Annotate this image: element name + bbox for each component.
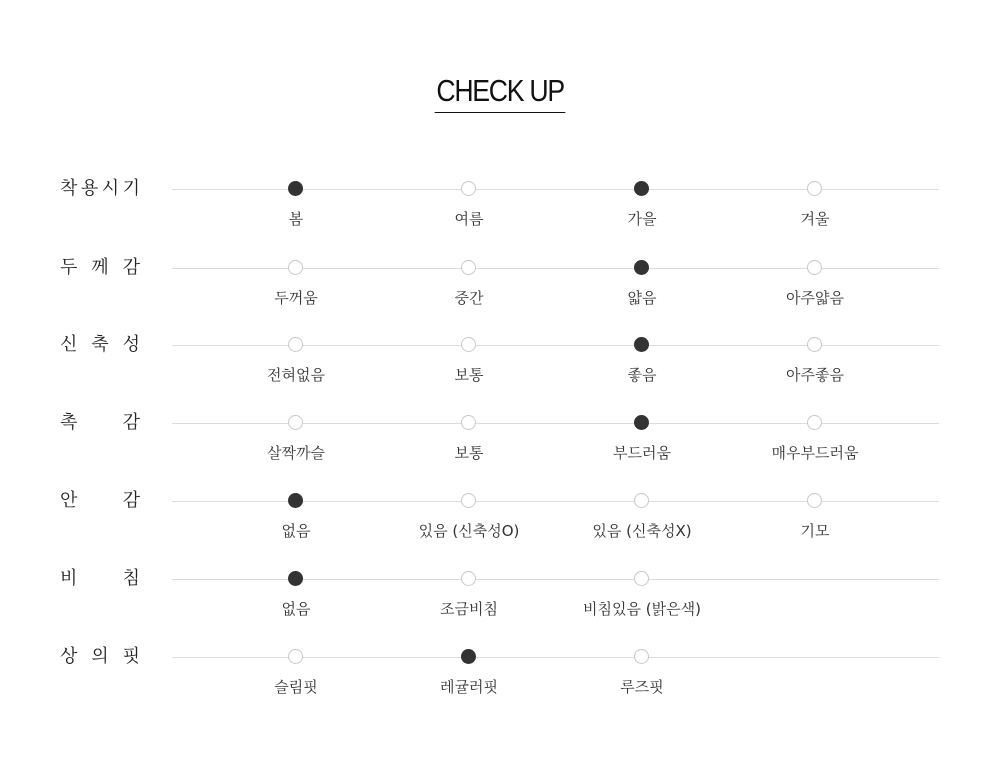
option-label: 루즈핏 [620,678,664,696]
option [725,423,905,483]
row-label [60,489,140,513]
radio-selected[interactable] [634,337,649,352]
row-label-char: 비 [60,568,78,589]
radio-selected[interactable] [634,260,649,275]
radio-unselected[interactable] [461,260,476,275]
radio-unselected[interactable] [634,493,649,508]
option-label: 여름 [454,210,484,228]
checkup-row [0,178,1000,249]
option [552,423,732,483]
radio-unselected[interactable] [461,493,476,508]
option [206,268,386,328]
option [379,423,559,483]
page-title-wrap [0,72,1000,113]
option-label: 없음 [281,600,311,618]
option-label: 두꺼움 [274,289,318,307]
row-label-char: 침 [122,568,140,589]
row-label-char: 감 [122,490,140,511]
option-label: 비침있음 (밝은색) [583,600,701,618]
option [379,345,559,405]
row-label-char: 의 [91,646,109,667]
option-label: 아주좋음 [786,366,844,384]
row-label [60,333,140,357]
option-label: 있음 (신축성X) [592,522,692,540]
radio-selected[interactable] [288,181,303,196]
row-label-char: 안 [60,490,78,511]
option-label: 매우부드러움 [771,444,859,462]
radio-unselected[interactable] [288,415,303,430]
checkup-row [0,334,1000,405]
option-label: 보통 [454,444,484,462]
option [552,501,732,561]
row-label [60,177,140,201]
option-label: 아주얇음 [786,289,844,307]
option-label: 있음 (신축성O) [418,522,520,540]
option-label: 좋음 [627,366,657,384]
radio-unselected[interactable] [807,415,822,430]
radio-unselected[interactable] [461,415,476,430]
row-label-char: 두 [60,257,78,278]
row-label [60,567,140,591]
option [379,579,559,639]
row-label-char: 기 [122,178,140,199]
option [725,189,905,249]
radio-unselected[interactable] [288,260,303,275]
option-label: 보통 [454,366,484,384]
option-label: 봄 [288,210,304,228]
radio-unselected[interactable] [461,337,476,352]
row-label-char: 상 [60,646,78,667]
checkup-row [0,568,1000,639]
checkup-row [0,412,1000,483]
row-label-char: 축 [91,334,109,355]
radio-unselected[interactable] [634,571,649,586]
option-label: 살짝까슬 [267,444,325,462]
option [206,189,386,249]
option [725,345,905,405]
option [725,501,905,561]
radio-unselected[interactable] [288,649,303,664]
row-label-char: 께 [91,257,109,278]
option [552,579,732,639]
radio-unselected[interactable] [461,571,476,586]
option-label: 조금비침 [440,600,498,618]
radio-unselected[interactable] [807,181,822,196]
row-label [60,256,140,280]
radio-selected[interactable] [288,493,303,508]
option-label: 가을 [627,210,657,228]
radio-unselected[interactable] [288,337,303,352]
option [206,501,386,561]
radio-selected[interactable] [461,649,476,664]
row-label-char: 시 [101,178,120,199]
radio-unselected[interactable] [807,260,822,275]
option-label: 없음 [281,522,311,540]
radio-unselected[interactable] [634,649,649,664]
option [552,189,732,249]
option-label: 슬림핏 [274,678,318,696]
radio-selected[interactable] [634,181,649,196]
option [206,345,386,405]
option-label: 중간 [454,289,484,307]
option [725,268,905,328]
checkup-row [0,646,1000,717]
option [552,268,732,328]
option [379,657,559,717]
row-label-char: 성 [122,334,140,355]
row-label-char: 착 [60,178,78,199]
radio-unselected[interactable] [807,337,822,352]
option-label: 레귤러핏 [440,678,498,696]
row-label [60,645,140,669]
option [379,501,559,561]
radio-unselected[interactable] [461,181,476,196]
radio-unselected[interactable] [807,493,822,508]
option [552,345,732,405]
option-label: 전혀없음 [267,366,325,384]
row-label-char: 감 [122,257,140,278]
option [206,423,386,483]
page-title: CHECK UP [435,72,566,113]
option-label: 겨울 [800,210,830,228]
row-label-char: 핏 [122,646,140,667]
checkup-row [0,257,1000,328]
option [379,268,559,328]
checkup-row [0,490,1000,561]
option-label: 얇음 [627,289,657,307]
option-label: 부드러움 [613,444,671,462]
radio-selected[interactable] [288,571,303,586]
option [379,189,559,249]
option-label: 기모 [800,522,830,540]
option [206,657,386,717]
option [552,657,732,717]
option [206,579,386,639]
row-label-char: 용 [80,178,99,199]
radio-selected[interactable] [634,415,649,430]
row-label-char: 신 [60,334,78,355]
row-label-char: 감 [122,412,140,433]
row-label [60,411,140,435]
row-label-char: 촉 [60,412,78,433]
